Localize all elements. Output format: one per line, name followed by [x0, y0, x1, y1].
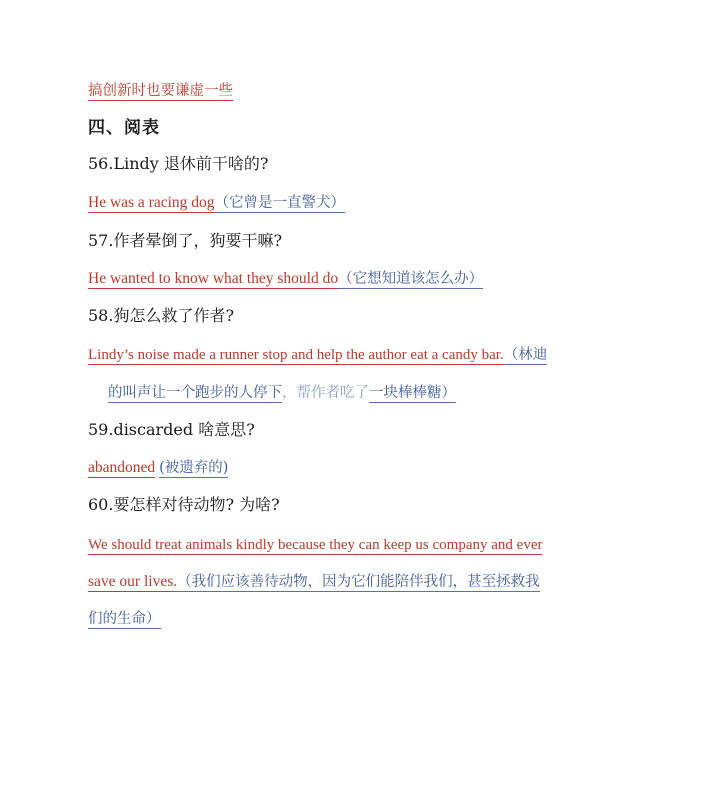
- section-title: 四、阅表: [88, 118, 160, 138]
- answer-59-cn: (被遗弃的): [159, 460, 229, 476]
- answer-59: [88, 456, 228, 479]
- answer-60-cn-2: 们的生命）: [88, 611, 161, 627]
- answer-59-en: abandoned: [88, 459, 156, 476]
- answer-58-en: Lindy’s noise made a runner stop and help the author eat a candy bar.: [88, 347, 504, 363]
- question-60: 60.要怎样对待动物? 为啥?: [88, 495, 280, 514]
- answer-60-en-2: save our lives.: [88, 573, 178, 590]
- answer-57-cn: （它想知道该怎么办）: [338, 271, 484, 287]
- top-note: 搞创新时也要谦虚一些: [88, 83, 233, 99]
- answer-58-cn-2a: 的叫声让一个跑步的人停下: [108, 385, 282, 401]
- question-58: 58.狗怎么救了作者?: [88, 306, 235, 325]
- question-57: 57.作者晕倒了，狗要干嘛?: [88, 231, 283, 250]
- answer-58-cn-2c: 一块棒棒糖）: [369, 385, 456, 401]
- answer-56-en: He was a racing dog: [88, 194, 215, 211]
- answer-60-line-3: [88, 607, 161, 630]
- answer-58-cn-1: （林迪: [503, 347, 548, 363]
- answer-60-line-2: [88, 570, 540, 593]
- answer-58-cn-2b: ，帮作者吃了: [282, 385, 369, 401]
- answer-56-cn: （它曾是一直警犬）: [214, 195, 346, 211]
- answer-57: [88, 267, 483, 290]
- answer-57-en: He wanted to know what they should do: [88, 270, 339, 287]
- top-note-line: [88, 79, 233, 102]
- answer-58-line-1: [88, 343, 547, 366]
- question-56: 56.Lindy 退休前干啥的?: [88, 154, 269, 173]
- question-59: 59.discarded 啥意思?: [88, 420, 255, 439]
- answer-58-line-2: [108, 381, 456, 404]
- answer-56: [88, 191, 345, 214]
- answer-60-line-1: [88, 533, 542, 556]
- answer-60-en-1: We should treat animals kindly because they can keep us company and ever: [88, 537, 543, 553]
- answer-60-cn-1: （我们应该善待动物，因为它们能陪伴我们，甚至拯救我: [177, 574, 540, 590]
